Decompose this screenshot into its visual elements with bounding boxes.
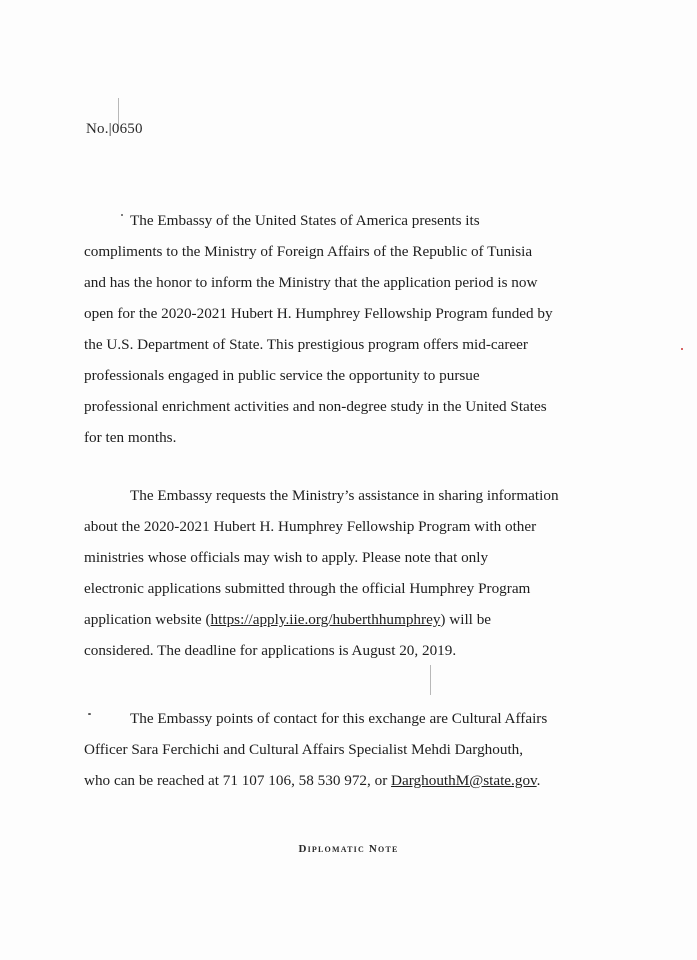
paragraph-line: for ten months.	[84, 429, 177, 446]
paragraph-line: ministries whose officials may wish to apply. Please note that only	[84, 549, 489, 566]
paragraph-announcement	[84, 205, 644, 453]
paragraph-line: Officer Sara Ferchichi and Cultural Affairs Specialist Mehdi Darghouth,	[84, 741, 524, 758]
paragraph-line: application website (https://apply.iie.org/huberthhumphrey) will be	[84, 611, 492, 628]
paragraph-request	[84, 480, 644, 666]
paragraph-line: The Embassy points of contact for this exchange are Cultural Affairs	[130, 710, 548, 727]
application-website-link[interactable]: https://apply.iie.org/huberthhumphrey	[210, 611, 441, 628]
scan-artifact-line	[430, 665, 431, 695]
paragraph-line: professional enrichment activities and non-degree study in the United States	[84, 398, 547, 415]
paragraph-line: The Embassy requests the Ministry’s assistance in sharing information	[130, 487, 559, 504]
paragraph-line: compliments to the Ministry of Foreign Affairs of the Republic of Tunisia	[84, 243, 533, 260]
footer-label: Diplomatic Note	[298, 843, 399, 855]
paragraph-line: about the 2020-2021 Hubert H. Humphrey Fellowship Program with other	[84, 518, 537, 535]
paragraph-line: who can be reached at 71 107 106, 58 530 972, or DarghouthM@state.gov.	[84, 772, 541, 789]
paragraph-line: The Embassy of the United States of America presents its	[130, 212, 480, 229]
paragraph-line: open for the 2020-2021 Hubert H. Humphrey Fellowship Program funded by	[84, 305, 553, 322]
paragraph-contacts	[84, 703, 644, 796]
paragraph-line: the U.S. Department of State. This prestigious program offers mid-career	[84, 336, 528, 353]
paragraph-line: electronic applications submitted through the official Humphrey Program	[84, 580, 531, 597]
note-number: No.|0650	[86, 121, 143, 137]
paragraph-line: professionals engaged in public service the opportunity to pursue	[84, 367, 480, 384]
scan-speck	[681, 348, 683, 350]
paragraph-line: and has the honor to inform the Ministry that the application period is now	[84, 274, 538, 291]
contact-email-link[interactable]: DarghouthM@state.gov	[391, 772, 537, 789]
paragraph-line: considered. The deadline for applications is August 20, 2019.	[84, 642, 457, 659]
